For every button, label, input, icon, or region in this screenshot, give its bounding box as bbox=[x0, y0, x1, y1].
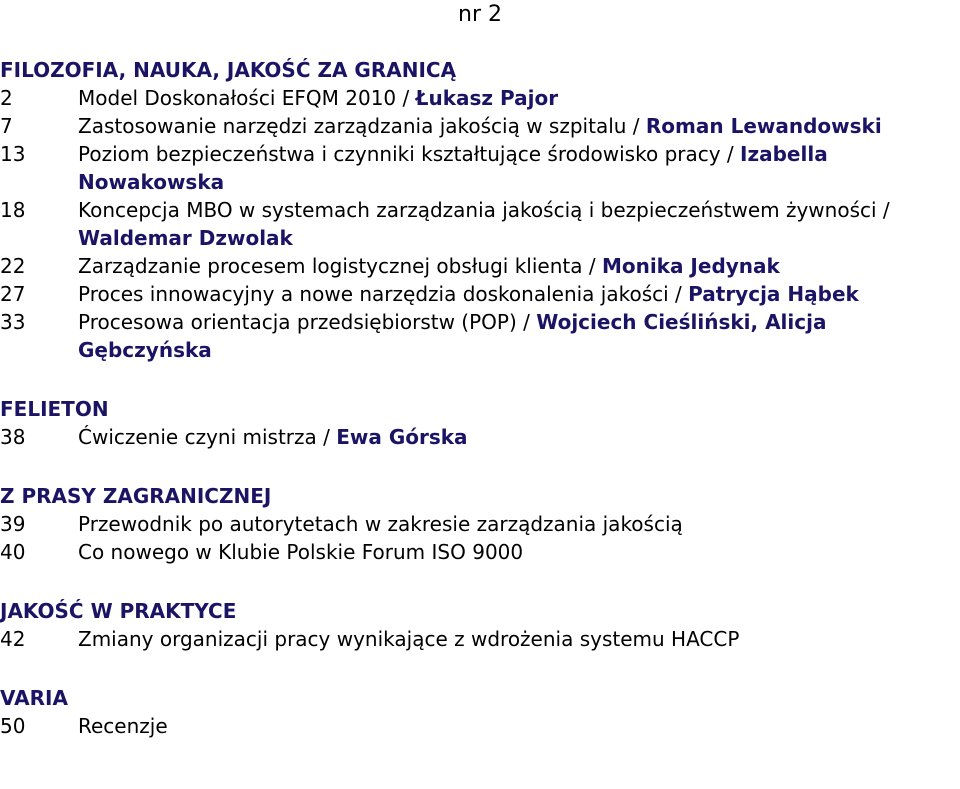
page-number: 50 bbox=[0, 714, 26, 738]
toc-entry bbox=[0, 196, 960, 252]
entry-author: Patrycja Hąbek bbox=[688, 282, 859, 306]
toc-entry bbox=[0, 84, 960, 112]
entry-author: Roman Lewandowski bbox=[645, 114, 882, 138]
page-number: 18 bbox=[0, 198, 26, 222]
section-spacer bbox=[0, 451, 960, 480]
section-felieton bbox=[0, 393, 960, 451]
toc-entry bbox=[0, 252, 960, 280]
entry-title: Zmiany organizacji pracy wynikające z wdrożenia systemu HACCP bbox=[78, 627, 740, 651]
toc-entry bbox=[0, 112, 960, 140]
section-heading: Z PRASY ZAGRANICZNEJ bbox=[0, 484, 272, 508]
entry-text bbox=[78, 538, 960, 566]
entry-author: Izabella Nowakowska bbox=[78, 142, 828, 194]
entry-author: Ewa Górska bbox=[336, 425, 468, 449]
entry-author: Łukasz Pajor bbox=[415, 86, 559, 110]
entry-text bbox=[78, 423, 960, 451]
table-of-contents bbox=[0, 54, 960, 740]
toc-entry bbox=[0, 712, 960, 740]
entry-text bbox=[78, 712, 960, 740]
entry-text bbox=[78, 625, 960, 653]
entry-text bbox=[78, 196, 960, 252]
section-jakosc-w-praktyce bbox=[0, 595, 960, 653]
entry-title: Przewodnik po autorytetach w zakresie zarządzania jakością bbox=[78, 512, 683, 536]
entry-author: Monika Jedynak bbox=[601, 254, 780, 278]
entry-title: Zarządzanie procesem logistycznej obsługi klienta / bbox=[78, 254, 602, 278]
issue-number: nr 2 bbox=[458, 2, 502, 27]
section-heading: FELIETON bbox=[0, 397, 109, 421]
toc-entry bbox=[0, 280, 960, 308]
page-number: 40 bbox=[0, 540, 26, 564]
section-spacer bbox=[0, 653, 960, 682]
toc-entry bbox=[0, 140, 960, 196]
section-heading: FILOZOFIA, NAUKA, JAKOŚĆ ZA GRANICĄ bbox=[0, 58, 457, 82]
entry-title: Ćwiczenie czyni mistrza / bbox=[78, 425, 337, 449]
page-number: 7 bbox=[0, 114, 13, 138]
entry-title: Co nowego w Klubie Polskie Forum ISO 9000 bbox=[78, 540, 524, 564]
entry-text bbox=[78, 308, 960, 364]
section-heading: VARIA bbox=[0, 686, 68, 710]
page-number: 33 bbox=[0, 310, 26, 334]
entry-text bbox=[78, 140, 960, 196]
entry-author: Wojciech Cieśliński, Alicja Gębczyńska bbox=[78, 310, 827, 362]
toc-entry bbox=[0, 625, 960, 653]
entry-text bbox=[78, 252, 960, 280]
entry-title: Koncepcja MBO w systemach zarządzania jakością i bezpieczeństwem żywności / bbox=[78, 198, 890, 222]
entry-author: Waldemar Dzwolak bbox=[78, 226, 293, 250]
entry-title: Poziom bezpieczeństwa i czynniki kształtujące środowisko pracy / bbox=[78, 142, 741, 166]
page-number: 42 bbox=[0, 627, 26, 651]
section-spacer bbox=[0, 566, 960, 595]
section-spacer bbox=[0, 364, 960, 393]
entry-title: Procesowa orientacja przedsiębiorstw (POP) / bbox=[78, 310, 537, 334]
toc-entry bbox=[0, 538, 960, 566]
entry-title: Proces innowacyjny a nowe narzędzia doskonalenia jakości / bbox=[78, 282, 689, 306]
entry-title: Zastosowanie narzędzi zarządzania jakością w szpitalu / bbox=[78, 114, 646, 138]
toc-entry bbox=[0, 423, 960, 451]
section-filozofia bbox=[0, 54, 960, 364]
section-z-prasy bbox=[0, 480, 960, 566]
section-varia bbox=[0, 682, 960, 740]
page-number: 27 bbox=[0, 282, 26, 306]
page-number: 13 bbox=[0, 142, 26, 166]
page-number: 38 bbox=[0, 425, 26, 449]
entry-title: Model Doskonałości EFQM 2010 / bbox=[78, 86, 416, 110]
page-number: 39 bbox=[0, 512, 26, 536]
page-number: 22 bbox=[0, 254, 26, 278]
toc-entry bbox=[0, 308, 960, 364]
entry-text bbox=[78, 280, 960, 308]
section-heading: JAKOŚĆ W PRAKTYCE bbox=[0, 599, 237, 623]
entry-text bbox=[78, 112, 960, 140]
toc-entry bbox=[0, 510, 960, 538]
entry-text bbox=[78, 510, 960, 538]
page-number: 2 bbox=[0, 86, 13, 110]
entry-text bbox=[78, 84, 960, 112]
entry-title: Recenzje bbox=[78, 714, 168, 738]
